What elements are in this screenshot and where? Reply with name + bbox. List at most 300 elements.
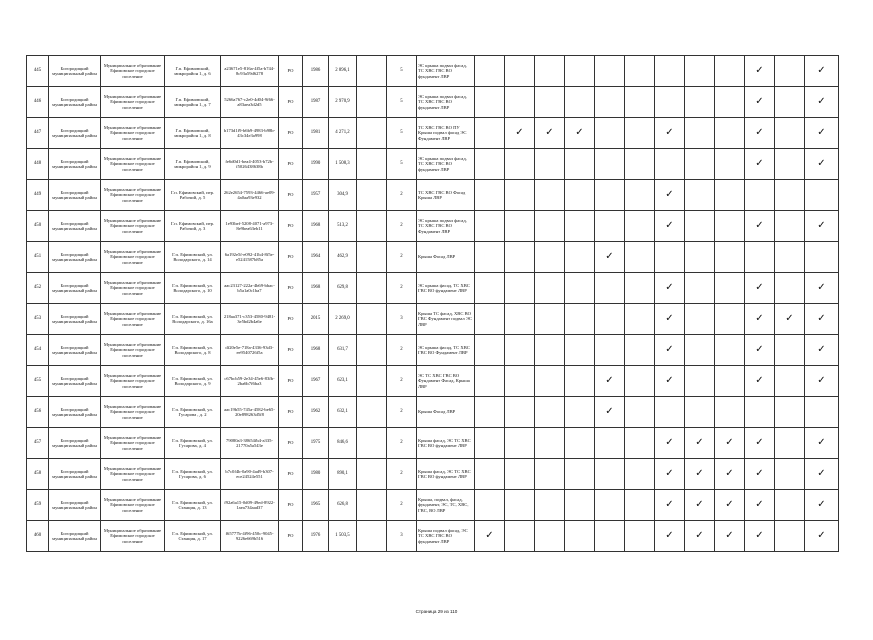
district-cell: Богородицкий муниципальный район bbox=[49, 242, 101, 273]
address-cell: Г.п. Ефимовский, микрорайон 1, д. 6 bbox=[165, 56, 221, 87]
checkmark-icon: ✓ bbox=[805, 459, 839, 490]
work-type-cell bbox=[475, 273, 505, 304]
guid-cell: fe6d0d1-bea4-4053-b72b-f5026438638b bbox=[221, 149, 279, 180]
municipality-cell: Муниципальное образование Ефимовское городское поселение bbox=[101, 397, 165, 428]
work-type-cell bbox=[475, 118, 505, 149]
year-cell: 1975 bbox=[303, 428, 329, 459]
address-cell: Г.п. Ефимовский, ул. Гусарова, д. 6 bbox=[165, 459, 221, 490]
district-cell: Богородицкий муниципальный район bbox=[49, 180, 101, 211]
empty-cell bbox=[357, 149, 387, 180]
work-type-cell bbox=[775, 211, 805, 242]
checkmark-icon: ✓ bbox=[745, 521, 775, 552]
work-type-cell bbox=[475, 149, 505, 180]
work-type-cell bbox=[655, 242, 685, 273]
address-cell: Г.п. Ефимовский, ул. Володарского, д. 10 bbox=[165, 273, 221, 304]
guid-cell: 262e2654-7593-4466-ae09-4a0aa93e932 bbox=[221, 180, 279, 211]
work-type-cell bbox=[805, 397, 839, 428]
works-cell: ТС ХВС ГВС ВО ПУ Крыша подвал фасад ЭС Фундамент ЛВР bbox=[417, 118, 475, 149]
municipality-cell: Муниципальное образование Ефимовское городское поселение bbox=[101, 242, 165, 273]
ro-cell: РО bbox=[279, 211, 303, 242]
work-type-cell bbox=[535, 459, 565, 490]
work-type-cell bbox=[775, 366, 805, 397]
floors-cell: 2 bbox=[387, 490, 417, 521]
work-type-cell bbox=[655, 397, 685, 428]
work-type-cell bbox=[745, 242, 775, 273]
work-type-cell bbox=[595, 149, 625, 180]
work-type-cell bbox=[625, 304, 655, 335]
work-type-cell bbox=[625, 273, 655, 304]
work-type-cell bbox=[625, 397, 655, 428]
table-row bbox=[27, 490, 839, 521]
works-cell: ЭС крыша подвал фасад, ТС ХВС ГВС ВО фундамент ЛВР bbox=[417, 87, 475, 118]
empty-cell bbox=[357, 366, 387, 397]
ro-cell: РО bbox=[279, 304, 303, 335]
area-cell: 623,1 bbox=[329, 366, 357, 397]
work-type-cell bbox=[685, 304, 715, 335]
work-type-cell bbox=[535, 87, 565, 118]
work-type-cell bbox=[715, 304, 745, 335]
works-cell: Крыша, подвал, фасад, фундамент, ЭС, ТС, ХВС, ГВС, ВО ЛВР bbox=[417, 490, 475, 521]
municipality-cell: Муниципальное образование Ефимовское городское поселение bbox=[101, 149, 165, 180]
checkmark-icon: ✓ bbox=[655, 118, 685, 149]
municipality-cell: Муниципальное образование Ефимовское городское поселение bbox=[101, 273, 165, 304]
municipality-cell: Муниципальное образование Ефимовское городское поселение bbox=[101, 304, 165, 335]
year-cell: 1968 bbox=[303, 211, 329, 242]
guid-cell: aac23127-222a-4b69-bbac-b5a1a0c1ba7 bbox=[221, 273, 279, 304]
work-type-cell bbox=[775, 459, 805, 490]
checkmark-icon: ✓ bbox=[805, 56, 839, 87]
checkmark-icon: ✓ bbox=[505, 118, 535, 149]
area-cell: 2 269,0 bbox=[329, 304, 357, 335]
work-type-cell bbox=[565, 242, 595, 273]
works-cell: Крыша ТС фасад, ХВС ВО ГВС Фундамент подвал ЭС ЛВР bbox=[417, 304, 475, 335]
checkmark-icon: ✓ bbox=[535, 118, 565, 149]
row-number: 458 bbox=[27, 459, 49, 490]
work-type-cell bbox=[595, 273, 625, 304]
address-cell: Г.п. Ефимовский, ул. Гусарова , д. 2 bbox=[165, 397, 221, 428]
year-cell: 1968 bbox=[303, 273, 329, 304]
municipality-cell: Муниципальное образование Ефимовское городское поселение bbox=[101, 490, 165, 521]
table-row bbox=[27, 397, 839, 428]
checkmark-icon: ✓ bbox=[805, 211, 839, 242]
guid-cell: 6a192e5f-e092-41b4-8f5e-e5241587b85a bbox=[221, 242, 279, 273]
work-type-cell bbox=[505, 211, 535, 242]
work-type-cell bbox=[475, 87, 505, 118]
area-cell: 890,1 bbox=[329, 459, 357, 490]
checkmark-icon: ✓ bbox=[655, 459, 685, 490]
works-cell: ЭС крыша подвал фасад, ТС ХВС ГВС ВО фундамент ЛВР bbox=[417, 56, 475, 87]
work-type-cell bbox=[685, 273, 715, 304]
work-type-cell bbox=[565, 397, 595, 428]
work-type-cell bbox=[625, 366, 655, 397]
work-type-cell bbox=[535, 428, 565, 459]
work-type-cell bbox=[655, 149, 685, 180]
checkmark-icon: ✓ bbox=[805, 521, 839, 552]
row-number: 449 bbox=[27, 180, 49, 211]
municipality-cell: Муниципальное образование Ефимовское городское поселение bbox=[101, 366, 165, 397]
floors-cell: 2 bbox=[387, 459, 417, 490]
checkmark-icon: ✓ bbox=[745, 428, 775, 459]
checkmark-icon: ✓ bbox=[805, 149, 839, 180]
table-body bbox=[27, 56, 839, 552]
checkmark-icon: ✓ bbox=[655, 180, 685, 211]
work-type-cell bbox=[595, 118, 625, 149]
ro-cell: РО bbox=[279, 149, 303, 180]
work-type-cell bbox=[535, 56, 565, 87]
checkmark-icon: ✓ bbox=[805, 304, 839, 335]
checkmark-icon: ✓ bbox=[745, 490, 775, 521]
checkmark-icon: ✓ bbox=[745, 459, 775, 490]
checkmark-icon: ✓ bbox=[775, 304, 805, 335]
work-type-cell bbox=[775, 273, 805, 304]
guid-cell: aac19b55-745a-4582-be65-20e898263d5f8 bbox=[221, 397, 279, 428]
checkmark-icon: ✓ bbox=[805, 490, 839, 521]
checkmark-icon: ✓ bbox=[805, 273, 839, 304]
area-cell: 513,2 bbox=[329, 211, 357, 242]
work-type-cell bbox=[715, 211, 745, 242]
table-row bbox=[27, 428, 839, 459]
empty-cell bbox=[357, 211, 387, 242]
district-cell: Богородицкий муниципальный район bbox=[49, 335, 101, 366]
row-number: 460 bbox=[27, 521, 49, 552]
work-type-cell bbox=[595, 490, 625, 521]
work-type-cell bbox=[715, 118, 745, 149]
floors-cell: 5 bbox=[387, 56, 417, 87]
address-cell: Г.п. Ефимовский, ул. Володарского, д. 14 bbox=[165, 242, 221, 273]
year-cell: 1957 bbox=[303, 180, 329, 211]
table-row bbox=[27, 56, 839, 87]
guid-cell: 218aa371-c353-4580-9481-3e5bd2b4a6e bbox=[221, 304, 279, 335]
empty-cell bbox=[357, 521, 387, 552]
municipality-cell: Муниципальное образование Ефимовское городское поселение bbox=[101, 459, 165, 490]
address-cell: Г.п. Ефимовский, ул. Володарского, д. 8 bbox=[165, 335, 221, 366]
work-type-cell bbox=[655, 56, 685, 87]
works-cell: ЭС крыша подвал фасад, ТС ХВС ГВС ВО Фундамент ЛВР bbox=[417, 211, 475, 242]
floors-cell: 5 bbox=[387, 118, 417, 149]
work-type-cell bbox=[625, 180, 655, 211]
checkmark-icon: ✓ bbox=[805, 366, 839, 397]
work-type-cell bbox=[595, 211, 625, 242]
empty-cell bbox=[357, 242, 387, 273]
works-cell: Крыша Фасад ЛВР bbox=[417, 242, 475, 273]
work-type-cell bbox=[505, 180, 535, 211]
work-type-cell bbox=[535, 335, 565, 366]
year-cell: 1990 bbox=[303, 149, 329, 180]
work-type-cell bbox=[775, 149, 805, 180]
ro-cell: РО bbox=[279, 335, 303, 366]
year-cell: 1981 bbox=[303, 118, 329, 149]
ro-cell: РО bbox=[279, 180, 303, 211]
address-cell: Г.п. Ефимовский, ул. Станция, д. 17 bbox=[165, 521, 221, 552]
work-type-cell bbox=[775, 335, 805, 366]
floors-cell: 2 bbox=[387, 242, 417, 273]
checkmark-icon: ✓ bbox=[745, 366, 775, 397]
guid-cell: df20e5e-718a-4336-93d3-ee9540726f5a bbox=[221, 335, 279, 366]
area-cell: 629,8 bbox=[329, 273, 357, 304]
table-row bbox=[27, 273, 839, 304]
row-number: 450 bbox=[27, 211, 49, 242]
empty-cell bbox=[357, 304, 387, 335]
work-type-cell bbox=[535, 490, 565, 521]
work-type-cell bbox=[535, 211, 565, 242]
empty-cell bbox=[357, 490, 387, 521]
work-type-cell bbox=[505, 490, 535, 521]
address-cell: Г.п. Ефимовский, микрорайон 1, д. 8 bbox=[165, 118, 221, 149]
work-type-cell bbox=[775, 521, 805, 552]
district-cell: Богородицкий муниципальный район bbox=[49, 211, 101, 242]
year-cell: 1968 bbox=[303, 335, 329, 366]
work-type-cell bbox=[595, 304, 625, 335]
work-type-cell bbox=[775, 180, 805, 211]
work-type-cell bbox=[715, 149, 745, 180]
work-type-cell bbox=[715, 87, 745, 118]
checkmark-icon: ✓ bbox=[745, 304, 775, 335]
row-number: 447 bbox=[27, 118, 49, 149]
table-row bbox=[27, 459, 839, 490]
work-type-cell bbox=[625, 521, 655, 552]
work-type-cell bbox=[685, 397, 715, 428]
ro-cell: РО bbox=[279, 56, 303, 87]
empty-cell bbox=[357, 56, 387, 87]
work-type-cell bbox=[685, 242, 715, 273]
checkmark-icon: ✓ bbox=[715, 459, 745, 490]
work-type-cell bbox=[535, 242, 565, 273]
area-cell: 2 896,1 bbox=[329, 56, 357, 87]
floors-cell: 2 bbox=[387, 211, 417, 242]
checkmark-icon: ✓ bbox=[745, 56, 775, 87]
work-type-cell bbox=[685, 180, 715, 211]
year-cell: 1964 bbox=[303, 242, 329, 273]
ro-cell: РО bbox=[279, 521, 303, 552]
work-type-cell bbox=[775, 397, 805, 428]
work-type-cell bbox=[475, 242, 505, 273]
row-number: 452 bbox=[27, 273, 49, 304]
work-type-cell bbox=[505, 335, 535, 366]
work-type-cell bbox=[775, 118, 805, 149]
ro-cell: РО bbox=[279, 242, 303, 273]
year-cell: 1967 bbox=[303, 366, 329, 397]
work-type-cell bbox=[595, 56, 625, 87]
work-type-cell bbox=[505, 459, 535, 490]
municipality-cell: Муниципальное образование Ефимовское городское поселение bbox=[101, 428, 165, 459]
district-cell: Богородицкий муниципальный район bbox=[49, 397, 101, 428]
page-footer: Страница 29 из 110 bbox=[415, 609, 458, 614]
work-type-cell bbox=[565, 87, 595, 118]
checkmark-icon: ✓ bbox=[655, 366, 685, 397]
work-type-cell bbox=[475, 180, 505, 211]
work-type-cell bbox=[565, 428, 595, 459]
area-cell: 846,6 bbox=[329, 428, 357, 459]
work-type-cell bbox=[535, 149, 565, 180]
checkmark-icon: ✓ bbox=[655, 521, 685, 552]
work-type-cell bbox=[625, 490, 655, 521]
work-type-cell bbox=[475, 335, 505, 366]
district-cell: Богородицкий муниципальный район bbox=[49, 56, 101, 87]
table-row bbox=[27, 149, 839, 180]
work-type-cell bbox=[565, 273, 595, 304]
table-row bbox=[27, 180, 839, 211]
district-cell: Богородицкий муниципальный район bbox=[49, 490, 101, 521]
area-cell: 1 508,3 bbox=[329, 149, 357, 180]
row-number: 456 bbox=[27, 397, 49, 428]
work-type-cell bbox=[535, 397, 565, 428]
checkmark-icon: ✓ bbox=[745, 149, 775, 180]
work-type-cell bbox=[775, 56, 805, 87]
work-type-cell bbox=[535, 366, 565, 397]
work-type-cell bbox=[505, 87, 535, 118]
work-type-cell bbox=[565, 211, 595, 242]
work-type-cell bbox=[715, 366, 745, 397]
work-type-cell bbox=[625, 428, 655, 459]
table-row bbox=[27, 304, 839, 335]
work-type-cell bbox=[475, 211, 505, 242]
table-row bbox=[27, 242, 839, 273]
year-cell: 2015 bbox=[303, 304, 329, 335]
district-cell: Богородицкий муниципальный район bbox=[49, 428, 101, 459]
work-type-cell bbox=[505, 428, 535, 459]
work-type-cell bbox=[625, 459, 655, 490]
works-cell: Крыша Фасад ЛВР bbox=[417, 397, 475, 428]
work-type-cell bbox=[775, 490, 805, 521]
work-type-cell bbox=[685, 366, 715, 397]
checkmark-icon: ✓ bbox=[745, 273, 775, 304]
work-type-cell bbox=[715, 397, 745, 428]
checkmark-icon: ✓ bbox=[595, 397, 625, 428]
area-cell: 4 271,2 bbox=[329, 118, 357, 149]
row-number: 459 bbox=[27, 490, 49, 521]
work-type-cell bbox=[565, 490, 595, 521]
ro-cell: РО bbox=[279, 87, 303, 118]
work-type-cell bbox=[715, 180, 745, 211]
work-type-cell bbox=[595, 180, 625, 211]
work-type-cell bbox=[805, 180, 839, 211]
checkmark-icon: ✓ bbox=[805, 118, 839, 149]
work-type-cell bbox=[685, 211, 715, 242]
work-type-cell bbox=[565, 459, 595, 490]
work-type-cell bbox=[475, 459, 505, 490]
work-type-cell bbox=[595, 428, 625, 459]
work-type-cell bbox=[805, 242, 839, 273]
guid-cell: a23671e5-816a-4f5a-b744-8c93a59d6278 bbox=[221, 56, 279, 87]
work-type-cell bbox=[565, 180, 595, 211]
works-cell: Крыша подвал фасад, ЭС ТС ХВС ГВС ВО фундамент ЛВР bbox=[417, 521, 475, 552]
work-type-cell bbox=[715, 273, 745, 304]
work-type-cell bbox=[595, 521, 625, 552]
checkmark-icon: ✓ bbox=[715, 490, 745, 521]
work-type-cell bbox=[535, 273, 565, 304]
works-cell: ЭС крыша фасад, ТС ХВС ГВС ВО Фундамент ЛВР bbox=[417, 335, 475, 366]
ro-cell: РО bbox=[279, 273, 303, 304]
checkmark-icon: ✓ bbox=[685, 459, 715, 490]
district-cell: Богородицкий муниципальный район bbox=[49, 149, 101, 180]
guid-cell: b173d1f9-b6b9-4983-b98b-43c34e3a998 bbox=[221, 118, 279, 149]
ro-cell: РО bbox=[279, 118, 303, 149]
work-type-cell bbox=[505, 366, 535, 397]
guid-cell: f92a6a15-0d09-49ed-8922-1aea734aad37 bbox=[221, 490, 279, 521]
work-type-cell bbox=[565, 335, 595, 366]
guid-cell: 1e93bef-5208-4071-a973-8e9bea63eb11 bbox=[221, 211, 279, 242]
floors-cell: 5 bbox=[387, 149, 417, 180]
row-number: 445 bbox=[27, 56, 49, 87]
checkmark-icon: ✓ bbox=[715, 521, 745, 552]
address-cell: Г.п. Ефимовский, микрорайон 1, д. 7 bbox=[165, 87, 221, 118]
table-row bbox=[27, 118, 839, 149]
municipality-cell: Муниципальное образование Ефимовское городское поселение bbox=[101, 56, 165, 87]
work-type-cell bbox=[535, 521, 565, 552]
work-type-cell bbox=[535, 180, 565, 211]
empty-cell bbox=[357, 459, 387, 490]
empty-cell bbox=[357, 397, 387, 428]
guid-cell: 79080a3-38654fb4-a335-21770a5a543e bbox=[221, 428, 279, 459]
area-cell: 631,7 bbox=[329, 335, 357, 366]
work-type-cell bbox=[625, 335, 655, 366]
ro-cell: РО bbox=[279, 490, 303, 521]
floors-cell: 2 bbox=[387, 397, 417, 428]
works-cell: ЭС крыша фасад, ТС ХВС ГВС ВО фундамент ЛВР bbox=[417, 273, 475, 304]
floors-cell: 2 bbox=[387, 180, 417, 211]
area-cell: 462,9 bbox=[329, 242, 357, 273]
ro-cell: РО bbox=[279, 366, 303, 397]
area-cell: 1 503,5 bbox=[329, 521, 357, 552]
work-type-cell bbox=[775, 428, 805, 459]
district-cell: Богородицкий муниципальный район bbox=[49, 521, 101, 552]
table-row bbox=[27, 521, 839, 552]
district-cell: Богородицкий муниципальный район bbox=[49, 87, 101, 118]
work-type-cell bbox=[505, 149, 535, 180]
row-number: 451 bbox=[27, 242, 49, 273]
checkmark-icon: ✓ bbox=[745, 87, 775, 118]
work-type-cell bbox=[505, 397, 535, 428]
work-type-cell bbox=[715, 242, 745, 273]
work-type-cell bbox=[475, 490, 505, 521]
checkmark-icon: ✓ bbox=[715, 428, 745, 459]
work-type-cell bbox=[685, 118, 715, 149]
checkmark-icon: ✓ bbox=[805, 335, 839, 366]
work-type-cell bbox=[625, 87, 655, 118]
guid-cell: b7c0f4b-0a90-4ad9-b307-ece24524e551 bbox=[221, 459, 279, 490]
ro-cell: РО bbox=[279, 459, 303, 490]
work-type-cell bbox=[625, 242, 655, 273]
municipality-cell: Муниципальное образование Ефимовское городское поселение bbox=[101, 211, 165, 242]
year-cell: 1965 bbox=[303, 490, 329, 521]
empty-cell bbox=[357, 118, 387, 149]
checkmark-icon: ✓ bbox=[565, 118, 595, 149]
row-number: 453 bbox=[27, 304, 49, 335]
work-type-cell bbox=[685, 149, 715, 180]
works-cell: ЭС ТС ХВС ГВС ВО Фундамент Фасад, Крыша ЛВР bbox=[417, 366, 475, 397]
address-cell: Г.п. Ефимовский, ул. Станция, д. 13 bbox=[165, 490, 221, 521]
work-type-cell bbox=[715, 56, 745, 87]
ro-cell: РО bbox=[279, 397, 303, 428]
work-type-cell bbox=[475, 304, 505, 335]
year-cell: 1986 bbox=[303, 56, 329, 87]
work-type-cell bbox=[475, 428, 505, 459]
floors-cell: 5 bbox=[387, 87, 417, 118]
checkmark-icon: ✓ bbox=[685, 490, 715, 521]
area-cell: 632,1 bbox=[329, 397, 357, 428]
work-type-cell bbox=[595, 87, 625, 118]
checkmark-icon: ✓ bbox=[685, 521, 715, 552]
row-number: 457 bbox=[27, 428, 49, 459]
table-row bbox=[27, 87, 839, 118]
checkmark-icon: ✓ bbox=[655, 335, 685, 366]
works-cell: Крыша фасад, ЭС ТС ХВС ГВС ВО фундамент ЛВР bbox=[417, 428, 475, 459]
floors-cell: 2 bbox=[387, 273, 417, 304]
checkmark-icon: ✓ bbox=[655, 211, 685, 242]
table-row bbox=[27, 211, 839, 242]
work-type-cell bbox=[625, 149, 655, 180]
year-cell: 1987 bbox=[303, 87, 329, 118]
